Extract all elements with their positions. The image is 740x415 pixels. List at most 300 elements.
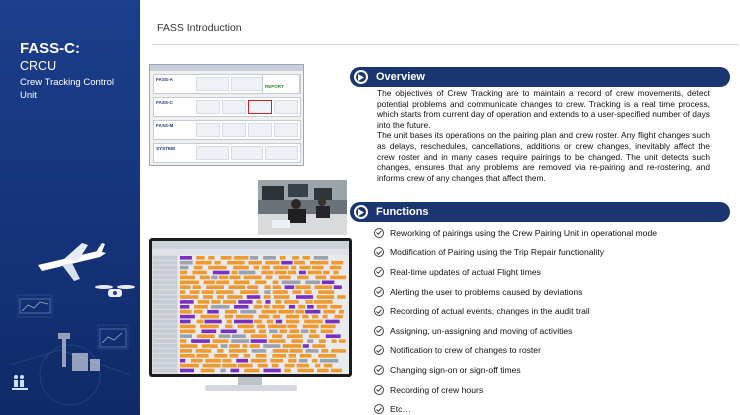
app-row-fass-c [153, 97, 301, 117]
gantt-toolbar [152, 241, 349, 249]
gantt-activity-bar [317, 369, 328, 373]
gantt-activity-bar [191, 359, 203, 363]
gantt-activity-bar [283, 344, 302, 348]
gantt-activity-bar [317, 305, 328, 309]
gantt-crew-row [153, 285, 177, 289]
gantt-activity-bar [259, 330, 266, 334]
check-circle-icon [374, 306, 384, 316]
gantt-activity-bar [213, 339, 229, 343]
gantt-activity-bar [223, 300, 236, 304]
gantt-activity-bar [180, 334, 192, 338]
check-circle-icon [374, 345, 384, 355]
check-circle-icon [374, 267, 384, 277]
gantt-activity-bar [295, 285, 310, 289]
list-item [374, 282, 724, 302]
gantt-crew-row [153, 349, 177, 353]
gantt-activity-bar [269, 339, 286, 343]
gantt-activity-bar [190, 290, 200, 294]
gantt-activity-bar [299, 359, 308, 363]
sidebar-panel [0, 0, 140, 415]
gantt-activity-bar [304, 290, 311, 294]
gantt-activity-bar [309, 334, 320, 338]
gantt-activity-bar [321, 325, 336, 329]
gantt-crew-row [153, 281, 177, 285]
gantt-activity-bar [180, 339, 186, 343]
gantt-activity-bar [180, 325, 196, 329]
gantt-activity-bar [225, 310, 237, 314]
gantt-activity-bar [286, 320, 299, 324]
gantt-activity-bar [287, 334, 303, 338]
gantt-activity-bar [180, 330, 196, 334]
gantt-activity-bar [319, 339, 326, 343]
gantt-activity-bar [180, 344, 198, 348]
gantt-activity-bar [251, 334, 267, 338]
gantt-activity-bar [323, 271, 330, 275]
gantt-activity-bar [248, 261, 261, 265]
gantt-activity-bar [254, 266, 259, 270]
gantt-activity-bar [276, 320, 282, 324]
gantt-activity-bar [236, 359, 248, 363]
gantt-activity-bar [282, 281, 301, 285]
gantt-activity-bar [200, 325, 219, 329]
gantt-activity-bar [285, 285, 295, 289]
gantt-activity-bar [191, 339, 210, 343]
app-row-label: SYSTEM [156, 146, 175, 151]
gantt-activity-bar [217, 349, 223, 353]
functions-heading-bar [350, 202, 730, 222]
gantt-activity-bar [318, 290, 334, 294]
control-room-photo [258, 180, 347, 235]
gantt-activity-bar [194, 310, 203, 314]
gantt-activity-bar [254, 320, 262, 324]
gantt-activity-bar [256, 354, 267, 358]
gantt-crew-row [153, 300, 177, 304]
gantt-activity-bar [261, 310, 276, 314]
gantt-activity-bar [297, 369, 314, 373]
gantt-activity-bar [211, 300, 220, 304]
gantt-activity-bar [196, 354, 208, 358]
gantt-activity-bar [290, 330, 300, 334]
airplane-icon [38, 243, 106, 281]
gantt-crew-row [153, 364, 177, 368]
gantt-activity-bar [180, 290, 185, 294]
app-titlebar [150, 65, 303, 71]
gantt-activity-bar [331, 261, 343, 265]
gantt-activity-bar [310, 330, 316, 334]
gantt-activity-bar [323, 315, 328, 319]
sidebar-subtitle: CRCU [20, 59, 57, 73]
gantt-crew-row [153, 344, 177, 348]
overview-heading-bar [350, 67, 730, 87]
gantt-activity-bar [180, 349, 192, 353]
gantt-activity-bar [216, 281, 229, 285]
gantt-crew-row [153, 325, 177, 329]
function-label: Notification to crew of changes to roster [390, 345, 541, 356]
sidebar-description: Crew Tracking Control Unit [20, 77, 114, 101]
gantt-activity-bar [289, 354, 296, 358]
overview-heading: Overview [376, 71, 425, 83]
gantt-activity-bar [211, 276, 217, 280]
gantt-activity-bar [180, 369, 194, 373]
aviation-illustration [0, 225, 140, 415]
gantt-activity-bar [254, 305, 262, 309]
gantt-activity-bar [238, 300, 252, 304]
gantt-activity-bar [180, 295, 198, 299]
gantt-activity-bar [307, 339, 313, 343]
function-label: Alerting the user to problems caused by deviations [390, 286, 583, 297]
gantt-crew-row [153, 339, 177, 343]
function-label: Assigning, un-assigning and moving of activities [390, 325, 573, 336]
gantt-activity-bar [250, 256, 258, 260]
gantt-activity-bar [225, 315, 233, 319]
gantt-activity-bar [229, 276, 240, 280]
gantt-activity-bar [215, 261, 221, 265]
check-circle-icon [374, 326, 384, 336]
gantt-activity-bar [229, 349, 247, 353]
gantt-activity-bar [312, 344, 325, 348]
gantt-activity-bar [314, 285, 332, 289]
gantt-activity-bar [269, 330, 277, 334]
gantt-activity-bar [322, 281, 334, 285]
gantt-activity-bar [206, 285, 224, 289]
gantt-activity-bar [264, 285, 270, 289]
monitor-base [205, 385, 297, 391]
gantt-activity-bar [180, 256, 192, 260]
gantt-crew-row [153, 334, 177, 338]
gantt-activity-bar [287, 325, 296, 329]
gantt-activity-bar [337, 295, 345, 299]
monitor-icon [149, 238, 352, 377]
gantt-activity-bar [208, 256, 214, 260]
gantt-activity-bar [255, 281, 266, 285]
gantt-activity-bar [298, 305, 305, 309]
gantt-activity-bar [265, 261, 279, 265]
gantt-activity-bar [288, 359, 296, 363]
gantt-crew-row [153, 256, 177, 260]
gantt-activity-bar [205, 320, 222, 324]
gantt-activity-bar [180, 300, 194, 304]
gantt-activity-bar [180, 271, 187, 275]
gantt-activity-bar [266, 276, 273, 280]
gantt-activity-bar [202, 290, 214, 294]
functions-list [374, 223, 724, 415]
gantt-activity-bar [264, 295, 271, 299]
gantt-activity-bar [284, 369, 290, 373]
gantt-activity-bar [232, 334, 246, 338]
gantt-activity-bar [263, 344, 280, 348]
gantt-activity-bar [227, 295, 242, 299]
app-row-fass-m [153, 120, 301, 140]
gantt-activity-bar [274, 295, 290, 299]
gantt-activity-bar [200, 276, 210, 280]
check-circle-icon [374, 287, 384, 297]
gantt-activity-bar [291, 339, 303, 343]
gantt-activity-bar [194, 305, 208, 309]
gantt-activity-bar [272, 364, 278, 368]
check-circle-icon [374, 385, 384, 395]
overview-paragraph: The objectives of Crew Tracking are to maintain a record of crew movements, detect potential problems and communicate changes to crew. Tracking is a real time process, which starts from current day of operation and extends to a user-specified number of days into the future. [377, 88, 710, 130]
gantt-activity-bar [262, 266, 270, 270]
list-item [374, 380, 724, 400]
gantt-activity-bar [288, 271, 296, 275]
gantt-activity-bar [305, 281, 319, 285]
gantt-activity-bar [292, 290, 301, 294]
gantt-crew-row [153, 354, 177, 358]
gantt-activity-bar [213, 271, 230, 275]
gantt-activity-bar [244, 276, 262, 280]
gantt-activity-bar [193, 285, 201, 289]
overview-paragraph: The unit bases its operations on the pairing plan and crew roster. Any flight changes such as delays, reschedules, cancellations, additions or crew changes, inevitably affect the crew roster and in many cases require pairings to be changed. The unit detects such changes, ensures that any problems are removed via re-pairing and re-rostering, and informs crew of any changes that affect them. [377, 130, 710, 183]
gantt-activity-bar [180, 281, 199, 285]
gantt-activity-bar [221, 344, 228, 348]
gantt-activity-bar [334, 315, 342, 319]
gantt-activity-bar [180, 276, 195, 280]
gantt-activity-bar [330, 305, 341, 309]
gantt-crew-row [153, 271, 177, 275]
function-label: Modification of Pairing using the Trip Repair functionality [390, 247, 604, 258]
gantt-activity-bar [315, 276, 326, 280]
gantt-activity-bar [264, 305, 270, 309]
report-label: REPORT [265, 84, 284, 89]
function-label: Reworking of pairings using the Crew Pairing Unit in operational mode [390, 227, 658, 238]
gantt-activity-bar [180, 354, 195, 358]
gantt-activity-bar [278, 310, 294, 314]
gantt-activity-bar [217, 295, 224, 299]
gantt-activity-bar [272, 354, 286, 358]
gantt-activity-bar [307, 305, 314, 309]
gantt-activity-bar [244, 330, 256, 334]
gantt-activity-bar [318, 354, 336, 358]
gantt-activity-bar [312, 266, 323, 270]
gantt-activity-bar [332, 339, 337, 343]
gantt-activity-bar [268, 325, 286, 329]
list-item [374, 341, 724, 361]
gantt-activity-bar [251, 339, 267, 343]
gantt-activity-bar [250, 344, 260, 348]
gantt-activity-bar [214, 354, 227, 358]
gantt-activity-bar [203, 364, 221, 368]
gantt-activity-bar [197, 334, 215, 338]
gantt-crew-row [153, 359, 177, 363]
gantt-activity-bar [257, 300, 262, 304]
app-row-system [153, 143, 301, 163]
gantt-activity-bar [180, 364, 199, 368]
gantt-activity-bar [200, 315, 219, 319]
gantt-chart [152, 241, 349, 374]
gantt-crew-row [153, 295, 177, 299]
gantt-activity-bar [238, 364, 253, 368]
gantt-activity-bar [320, 359, 338, 363]
check-circle-icon [374, 404, 384, 414]
gantt-crew-row [153, 266, 177, 270]
gantt-activity-bar [247, 285, 258, 289]
gantt-activity-bar [273, 266, 288, 270]
gantt-activity-bar [306, 349, 319, 353]
list-item [374, 223, 724, 243]
gantt-activity-bar [202, 344, 218, 348]
gantt-activity-bar [330, 276, 346, 280]
gantt-activity-bar [286, 315, 299, 319]
gantt-activity-bar [261, 271, 273, 275]
gantt-activity-bar [305, 310, 320, 314]
gantt-activity-bar [330, 266, 342, 270]
monitor-stand [238, 377, 262, 385]
gantt-activity-bar [281, 261, 292, 265]
gantt-activity-bar [227, 261, 244, 265]
check-circle-icon [374, 365, 384, 375]
gantt-activity-bar [208, 266, 227, 270]
gantt-activity-bar [192, 271, 206, 275]
gantt-activity-bar [234, 320, 253, 324]
gantt-activity-bar [296, 295, 313, 299]
bullet-arrow-icon [354, 70, 368, 84]
page-title: FASS Introduction [157, 22, 242, 34]
gantt-activity-bar [231, 339, 249, 343]
gantt-activity-bar [314, 256, 328, 260]
gantt-crew-row [153, 310, 177, 314]
gantt-activity-bar [314, 300, 333, 304]
gantt-activity-bar [219, 334, 231, 338]
gantt-activity-bar [273, 315, 280, 319]
gantt-activity-bar [272, 305, 284, 309]
gantt-crew-row [153, 330, 177, 334]
gantt-activity-bar [194, 266, 203, 270]
gantt-activity-bar [257, 325, 265, 329]
gantt-activity-bar [196, 256, 204, 260]
gantt-activity-bar [180, 261, 193, 265]
gantt-activity-bar [275, 300, 281, 304]
gantt-crew-row [153, 276, 177, 280]
bullet-arrow-icon [354, 205, 368, 219]
gantt-activity-bar [204, 281, 215, 285]
gantt-activity-bar [326, 334, 341, 338]
fass-app-screenshot [149, 64, 304, 166]
gantt-activity-bar [180, 305, 189, 309]
gantt-activity-bar [291, 266, 296, 270]
check-circle-icon [374, 228, 384, 238]
gantt-activity-bar [180, 315, 195, 319]
list-item [374, 321, 724, 341]
gantt-activity-bar [294, 261, 305, 265]
gantt-activity-bar [312, 359, 317, 363]
gantt-activity-bar [238, 325, 254, 329]
gantt-activity-bar [229, 344, 240, 348]
gantt-crew-row [153, 261, 177, 265]
gantt-crew-row [153, 290, 177, 294]
app-row-label: FASS-C [156, 100, 173, 105]
gantt-activity-bar [272, 334, 282, 338]
function-label: Etc… [390, 404, 412, 415]
gantt-activity-bar [205, 359, 221, 363]
gantt-activity-bar [263, 256, 276, 260]
report-panel [262, 74, 300, 94]
gantt-activity-bar [321, 330, 333, 334]
gantt-activity-bar [221, 330, 237, 334]
gantt-activity-bar [297, 276, 308, 280]
gantt-activity-bar [304, 320, 322, 324]
gantt-activity-bar [240, 290, 258, 294]
gantt-activity-bar [264, 290, 270, 294]
gantt-activity-bar [180, 310, 192, 314]
gantt-activity-bar [203, 295, 213, 299]
gantt-activity-bar [211, 305, 229, 309]
gantt-activity-bar [244, 354, 250, 358]
gantt-activity-bar [333, 271, 338, 275]
gantt-activity-bar [263, 369, 280, 373]
gantt-activity-bar [303, 344, 309, 348]
gantt-activity-bar [222, 364, 236, 368]
gantt-activity-bar [229, 285, 246, 289]
gantt-activity-bar [201, 369, 215, 373]
gantt-activity-bar [273, 285, 282, 289]
gantt-activity-bar [180, 266, 188, 270]
gantt-activity-bar [297, 364, 309, 368]
gantt-activity-bar [339, 310, 344, 314]
gantt-activity-bar [299, 266, 310, 270]
gantt-activity-bar [180, 359, 185, 363]
gantt-activity-bar [234, 256, 248, 260]
gantt-activity-bar [299, 271, 306, 275]
gantt-activity-bar [216, 290, 233, 294]
function-label: Recording of actual events, changes in the audit trail [390, 306, 590, 317]
gantt-activity-bar [273, 349, 289, 353]
gantt-crew-row [153, 315, 177, 319]
gantt-activity-bar [244, 369, 259, 373]
gantt-activity-bar [252, 349, 266, 353]
list-item [374, 399, 724, 415]
gantt-activity-bar [225, 325, 232, 329]
gantt-activity-bar [308, 271, 322, 275]
gantt-activity-bar [219, 276, 228, 280]
gantt-activity-bar [303, 256, 311, 260]
gantt-activity-bar [310, 261, 328, 265]
drone-icon [95, 285, 135, 297]
gantt-activity-bar [198, 300, 209, 304]
header-divider [152, 44, 738, 45]
gantt-activity-bar [180, 285, 190, 289]
gantt-activity-bar [323, 310, 335, 314]
app-row-label: FASS-A [156, 77, 173, 82]
gantt-activity-bar [312, 315, 318, 319]
gantt-activity-bar [279, 276, 291, 280]
gantt-activity-bar [289, 305, 295, 309]
gantt-activity-bar [227, 320, 232, 324]
crew-gantt-screen [152, 241, 349, 374]
gantt-activity-bar [232, 271, 238, 275]
gantt-activity-bar [300, 354, 312, 358]
gantt-activity-bar [303, 325, 319, 329]
list-item [374, 262, 724, 282]
gantt-activity-bar [234, 281, 250, 285]
gantt-activity-bar [196, 261, 212, 265]
gantt-activity-bar [302, 315, 308, 319]
gantt-timeline-header [152, 249, 349, 255]
gantt-activity-bar [251, 359, 267, 363]
gantt-activity-bar [325, 320, 339, 324]
gantt-activity-bar [196, 349, 212, 353]
gantt-activity-bar [331, 369, 342, 373]
gantt-activity-bar [284, 300, 298, 304]
gantt-activity-bar [270, 359, 283, 363]
overview-body [377, 88, 710, 183]
list-item [374, 301, 724, 321]
gantt-activity-bar [285, 364, 295, 368]
sidebar-title: FASS-C: [20, 40, 80, 57]
function-label: Recording of crew hours [390, 384, 484, 395]
check-circle-icon [374, 247, 384, 257]
gantt-activity-bar [259, 315, 270, 319]
gantt-activity-bar [305, 300, 312, 304]
